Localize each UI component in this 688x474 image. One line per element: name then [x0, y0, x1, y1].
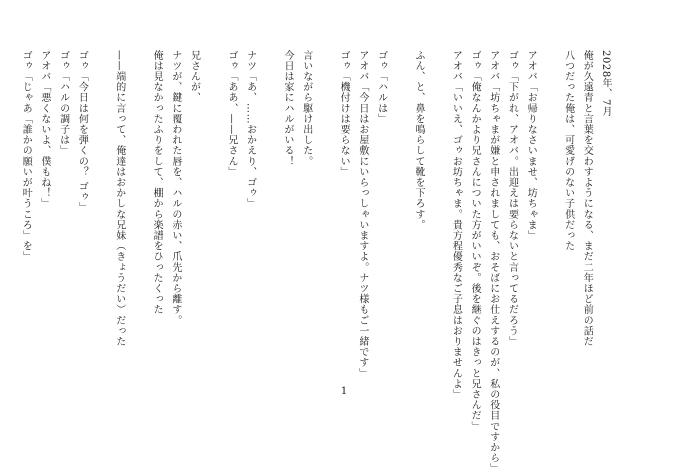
text-line: 今日は家にハルがいる！ — [282, 50, 294, 167]
blank-line — [259, 50, 278, 350]
text-line: 兄さんが、 — [188, 50, 200, 103]
vertical-text-body — [20, 50, 614, 474]
text-line: ゴゥ「じゃあ「誰かの願いが叶うころ」を」 — [20, 50, 32, 262]
blank-line — [90, 50, 109, 350]
text-line: 俺は見なかったふりをして、棚から楽譜をひったくった — [151, 50, 163, 315]
blank-line — [128, 50, 147, 350]
text-line: ゴゥ「今日は何を弾くの？ ゴゥ」 — [76, 50, 88, 213]
page-number: 1 — [340, 386, 348, 397]
text-line: ——端的に言って、俺達はおかしな兄妹（きょうだい）だった — [113, 50, 125, 347]
text-line: ゴゥ「ハルの調子は」 — [57, 50, 69, 156]
text-line: ナツ「あ、……おかえり、ゴゥ」 — [244, 50, 256, 209]
blank-line — [315, 50, 334, 350]
text-line: アオバ「いいえ、ゴゥお坊ちゃま。貴方程優秀なご子息はおりませんよ」 — [450, 50, 462, 400]
blank-line — [203, 50, 222, 350]
text-line: アオバ「お帰りなさいませ、坊ちゃま」 — [525, 50, 537, 241]
text-line: 俺が久遠青と言葉を交わすようになる、まだ二年ほど前の話だ — [581, 50, 593, 347]
text-line: ナツが、鍵に覆われた唇を、ハルの赤い、爪先から離す。 — [169, 50, 181, 326]
text-line: ゴゥ「機付けは要らない」 — [338, 50, 350, 178]
blank-line — [539, 50, 558, 350]
text-line: 八つだった俺は、可愛げのない子供だった — [562, 50, 574, 252]
text-line: ゴゥ「ハルは」 — [375, 50, 387, 125]
text-line: アオバ「悪くないよ、僕もね！」 — [38, 50, 50, 209]
text-line: アオバ「今日はお屋敷にいらっしゃいますよ。ナツ様もご一緒です」 — [356, 50, 368, 379]
text-line: 言いながら駆け出した。 — [300, 50, 312, 167]
text-line: ゴゥ「ああ、——兄さん」 — [225, 50, 237, 178]
blank-line — [0, 50, 16, 350]
blank-line — [390, 50, 409, 350]
text-line: ふん、と、鼻を鳴らして靴を下ろす。 — [412, 50, 424, 231]
text-line: 2028年、7月 — [600, 50, 611, 117]
blank-line — [427, 50, 446, 350]
text-line: ゴゥ「下がれ、アオバ。出迎えは要らないと言ってるだろう」 — [506, 50, 518, 347]
text-line: ゴゥ「俺なんかより兄さんについた方がいいぞ。後を継ぐのはきっと兄さんだ」 — [469, 50, 481, 432]
text-line: アオバ「坊ちゃまが嫌と申されましても、おそばにお仕えするのが、私の役目ですから」 — [487, 50, 499, 474]
